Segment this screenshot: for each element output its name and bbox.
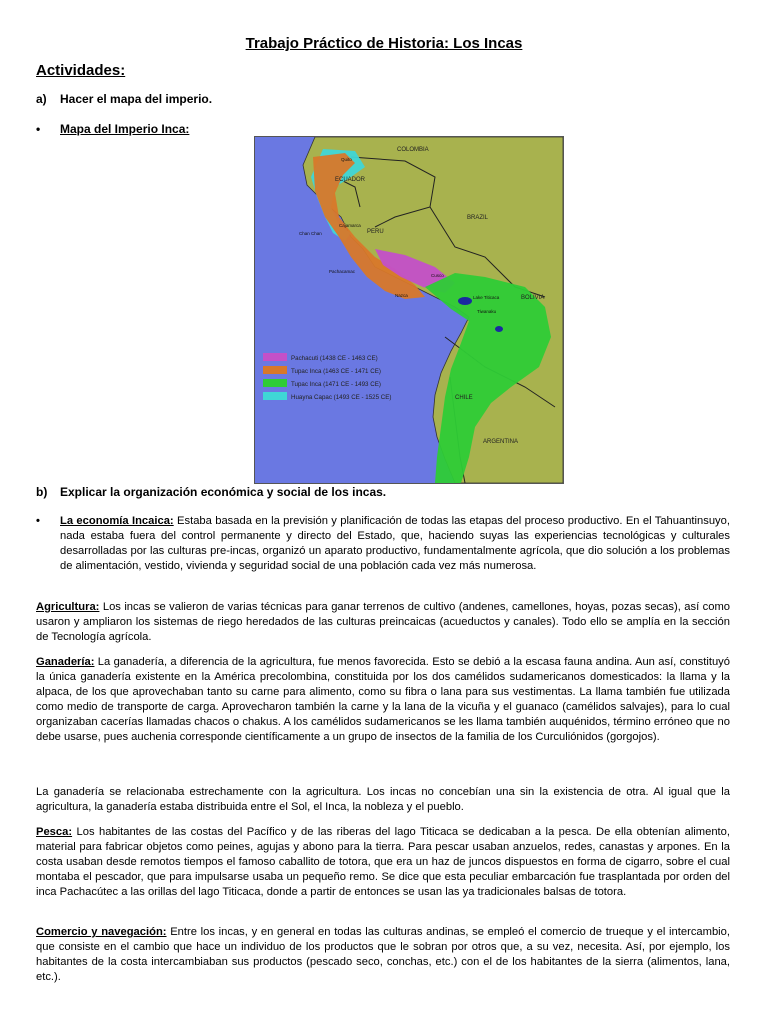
activities-heading: Actividades: bbox=[36, 62, 126, 79]
document-title: Trabajo Práctico de Historia: Los Incas bbox=[245, 35, 523, 52]
comercio-label: Comercio y navegación: bbox=[36, 926, 167, 938]
ganaderia-text: La ganadería, a diferencia de la agricultura, fue menos favorecida. Esto se debió a la escasa fauna andina. Aun así, constituyó la única ganadería existente en la América precolombina, constituida por los dos camélidos sudamericanos domesticados: la llama y la alpaca, de los que aprovechaban tanto su carne para alimento, como su fibra o lana para sus vestimentas. La llama también fue utilizada como medio de transporte de carga. Aprovecharon también la carne y la lana de la vicuña y el guanaco (camélidos salvajes), para lo cual organizaban cacerías llamadas chacos o chakus. A los camélidos sudamericanos se les llama también auquénidos, término erróneo que no debe usarse, pues auchenia corresponde científicamente a un grupo de insectos de la familia de los Curculiónidos (gorgojos). bbox=[36, 656, 730, 743]
pesca-paragraph bbox=[36, 825, 730, 900]
comercio-text: Entre los incas, y en general en todas las culturas andinas, se empleó el comercio de trueque y el intercambio, que consiste en el cambio que hace un individuo de los productos que le sobran por otros que, a su vez, necesita. Así, por ejemplo, los habitantes de la costa intercambiaban sus productos (pescado seco, conchas, etc.) con el de los habitantes de la sierra (alimentos, lana, etc.). bbox=[36, 926, 730, 983]
agricultura-paragraph bbox=[36, 600, 730, 645]
bullet-icon: • bbox=[36, 515, 40, 527]
activity-b-number: b) bbox=[36, 485, 48, 499]
label-cusco: Cusco bbox=[431, 273, 444, 278]
activity-b-text: Explicar la organización económica y social de los incas. bbox=[60, 485, 387, 499]
ganaderia2-text: La ganadería se relacionaba estrechamente con la agricultura. Los incas no concebían una sin la existencia de otra. Al igual que la agricultura, la ganadería estaba distribuida entre el Sol, el Inca, la nobleza y el pueblo. bbox=[36, 786, 730, 813]
label-nazca: Nazca bbox=[395, 293, 408, 298]
label-cajamarca: Cajamarca bbox=[339, 223, 361, 228]
pesca-label: Pesca: bbox=[36, 826, 73, 838]
label-tiwanaku: Tiwanaku bbox=[477, 309, 497, 314]
label-lake-titicaca: Lake Titicaca bbox=[473, 295, 500, 300]
map-bullet-label: Mapa del Imperio Inca: bbox=[60, 122, 190, 136]
label-argentina: ARGENTINA bbox=[483, 439, 519, 445]
label-colombia: COLOMBIA bbox=[397, 147, 429, 153]
economia-paragraph bbox=[36, 514, 730, 574]
label-chile: CHILE bbox=[455, 395, 473, 401]
label-chan-chan: Chan Chan bbox=[299, 231, 322, 236]
comercio-paragraph bbox=[36, 925, 730, 985]
bullet-icon: • bbox=[36, 122, 41, 136]
label-quito: Quito bbox=[341, 157, 352, 162]
legend-swatch-tupac-inca-1 bbox=[263, 366, 287, 374]
inca-empire-map bbox=[254, 136, 564, 484]
label-pachacamac: Pachacamac bbox=[329, 269, 356, 274]
ganaderia-paragraph-2 bbox=[36, 785, 730, 815]
activity-a-number: a) bbox=[36, 92, 47, 106]
legend-label-pachacuti: Pachacuti (1438 CE - 1463 CE) bbox=[291, 355, 378, 362]
economia-text: Estaba basada en la previsión y planificación de todas las etapas del proceso productivo. En el Tahuantinsuyo, nada estaba fuera del control permanente y directo del Estado, que, haciendo suyas las experiencias tecnológicas y culturales desarrolladas por las culturas pre-incas, organizó un aparato productivo, fundamentalmente agrícola, que dio solución a los problemas de alimentación, vestido, vivienda y seguridad social de una población cada vez más numerosa. bbox=[60, 515, 730, 572]
legend-swatch-tupac-inca-2 bbox=[263, 379, 287, 387]
lake-poopo bbox=[495, 326, 503, 332]
label-brazil: BRAZIL bbox=[467, 215, 489, 221]
legend-swatch-pachacuti bbox=[263, 353, 287, 361]
ganaderia-label: Ganadería: bbox=[36, 656, 95, 668]
legend-label-tupac-inca-1: Tupac Inca (1463 CE - 1471 CE) bbox=[291, 368, 381, 375]
activity-a bbox=[36, 92, 212, 106]
ganaderia-paragraph bbox=[36, 655, 730, 745]
label-bolivia: BOLIVIA bbox=[521, 295, 545, 301]
legend-label-huayna-capac: Huayna Capac (1493 CE - 1525 CE) bbox=[291, 394, 392, 401]
label-peru: PERU bbox=[367, 229, 384, 235]
agricultura-label: Agricultura: bbox=[36, 601, 100, 613]
legend-swatch-huayna-capac bbox=[263, 392, 287, 400]
lake-titicaca bbox=[458, 297, 472, 305]
activity-b bbox=[36, 485, 386, 499]
activity-a-text: Hacer el mapa del imperio. bbox=[60, 92, 213, 106]
pesca-text: Los habitantes de las costas del Pacífico y de las riberas del lago Titicaca se dedicaban a la pesca. De ella obtenían alimento, material para fabricar objetos como peines, agujas y abono para la tierra. Para pescar usaban anzuelos, redes, canastas y arpones. En la costa usaban desde remotos tiempos el famoso caballito de totora, que era un haz de juncos dispuestos en forma de cigarro, sobre el cual montaba el pescador, que para impulsarse usaba un pequeño remo. Se dice que esta peculiar embarcación fue trasplantada por orden del inca Pachacútec a las orillas del lago Titicaca, donde a partir de entonces se usan las ya tradicionales balsas de totora. bbox=[36, 826, 730, 898]
legend-label-tupac-inca-2: Tupac Inca (1471 CE - 1493 CE) bbox=[291, 381, 381, 388]
agricultura-text: Los incas se valieron de varias técnicas para ganar terrenos de cultivo (andenes, camellones, hoyas, pozas secas), así como usaron y ampliaron los sistemas de riego heredados de las culturas preincaicas (acueductos y canales). Todo ello se amplía en la sección de Tecnología agrícola. bbox=[36, 601, 730, 643]
map-bullet bbox=[36, 122, 189, 136]
economia-label: La economía Incaica: bbox=[60, 515, 174, 527]
label-ecuador: ECUADOR bbox=[335, 177, 366, 183]
